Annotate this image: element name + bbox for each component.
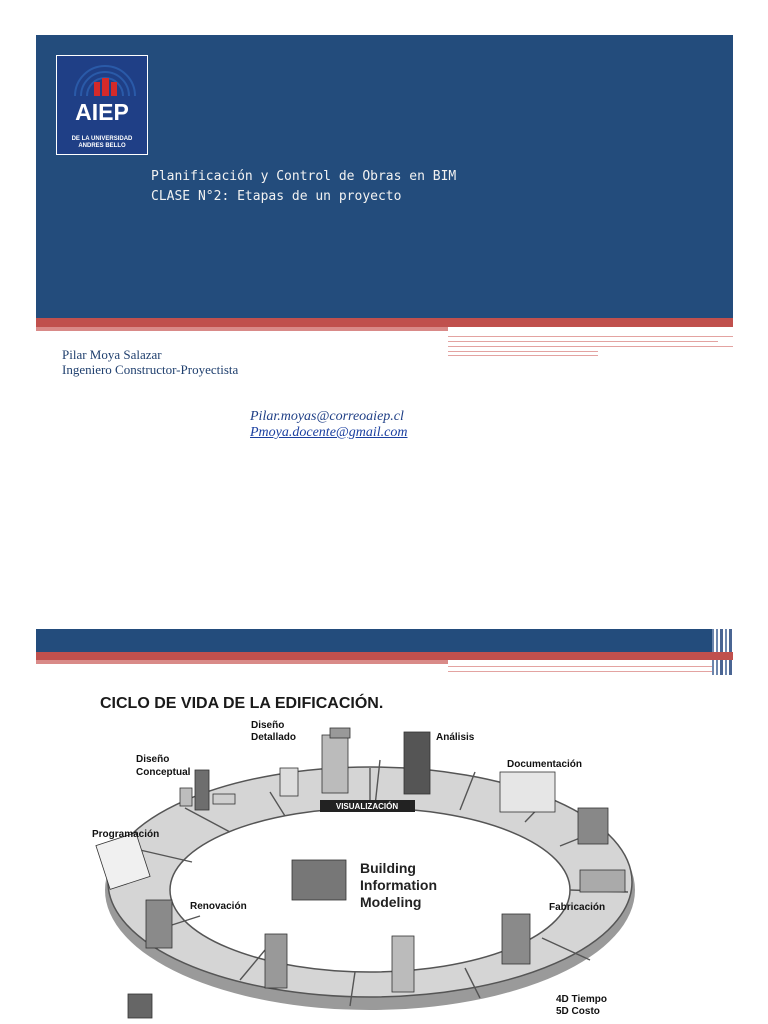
thin-line <box>448 336 733 337</box>
thin-line <box>448 341 718 342</box>
logo-sub1: DE LA UNIVERSIDAD <box>71 136 133 142</box>
label-programacion: Programación <box>92 829 160 840</box>
visualization-label: VISUALIZACIÓN <box>335 802 399 811</box>
course-title: Planificación y Control de Obras en BIM <box>151 169 457 184</box>
logo-brand: AIEP <box>75 99 129 125</box>
email-institutional: Pilar.moyas@correoaiep.cl <box>250 409 404 424</box>
bim-line1: Building <box>360 860 416 876</box>
thin-line <box>448 666 712 667</box>
red-divider <box>36 318 733 327</box>
label-diseno-conceptual-1: Diseño <box>136 754 170 765</box>
label-documentacion: Documentación <box>507 759 583 770</box>
bim-line2: Information <box>360 877 437 893</box>
label-renovacion: Renovación <box>190 901 247 912</box>
red-divider-light <box>36 327 448 331</box>
title-slide-header <box>36 35 733 318</box>
thin-line <box>448 351 598 352</box>
thin-line <box>448 671 712 672</box>
logo-emblem-icon <box>57 56 147 104</box>
bim-lifecycle-diagram <box>80 710 680 1024</box>
label-fabricacion: Fabricación <box>549 902 606 913</box>
label-5d-costo: 5D Costo <box>556 1006 600 1017</box>
class-title: CLASE N°2: Etapas de un proyecto <box>151 189 402 204</box>
label-diseno-conceptual-2: Conceptual <box>136 767 191 778</box>
diagram-title: CICLO DE VIDA DE LA EDIFICACIÓN. <box>100 695 384 712</box>
label-diseno-detallado-1: Diseño <box>251 720 285 731</box>
email-gmail-link[interactable]: Pmoya.docente@gmail.com <box>250 425 408 440</box>
label-diseno-detallado-2: Detallado <box>251 732 297 743</box>
logo-sub2: ANDRES BELLO <box>78 143 126 149</box>
label-4d-tiempo: 4D Tiempo <box>556 994 607 1005</box>
thin-line <box>448 346 733 347</box>
slide2-red-divider-light <box>36 660 448 664</box>
slide2-red-divider <box>36 652 733 660</box>
label-analisis: Análisis <box>436 732 475 743</box>
bim-line3: Modeling <box>360 894 422 910</box>
author-role: Ingeniero Constructor-Proyectista <box>62 362 239 377</box>
thin-line <box>448 355 598 356</box>
slide2-header <box>36 629 716 652</box>
aiep-logo <box>56 55 148 155</box>
author-name: Pilar Moya Salazar <box>62 347 162 362</box>
